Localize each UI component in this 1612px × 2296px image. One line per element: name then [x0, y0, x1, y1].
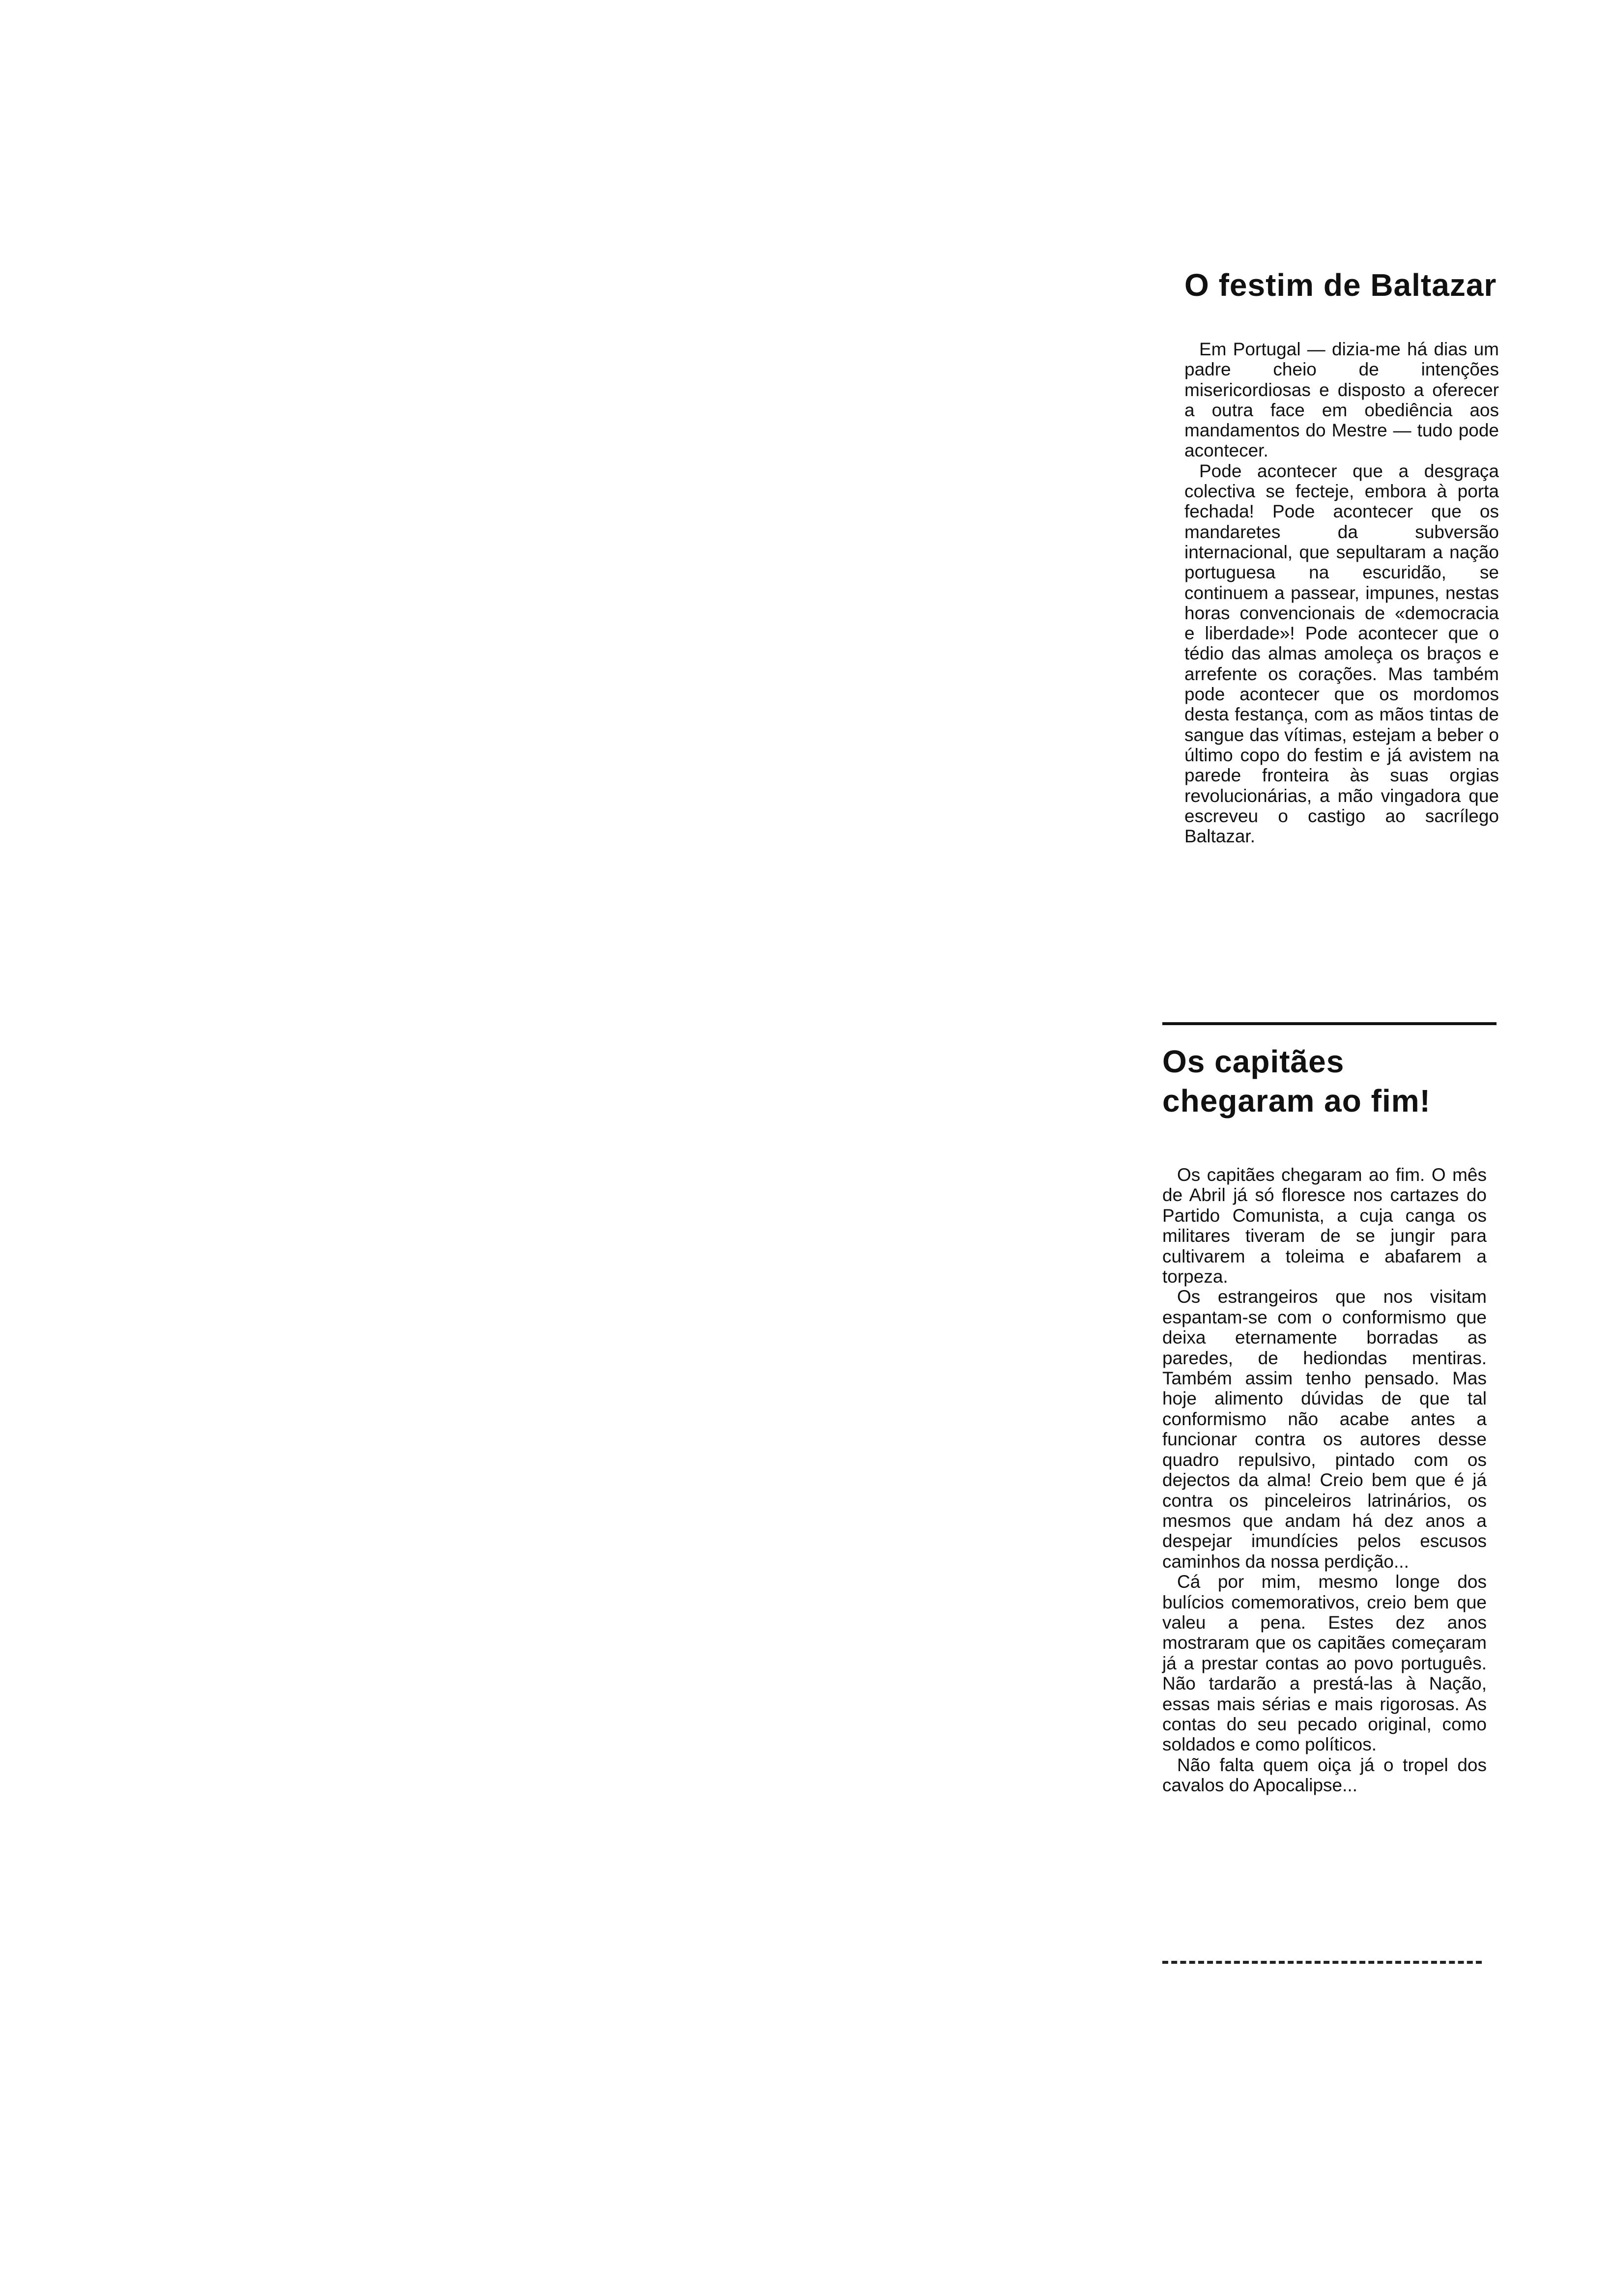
article-festim-de-baltazar — [1184, 265, 1499, 846]
article-title: Os capitães chegaram ao fim! — [1162, 1044, 1431, 1119]
article-capitaes-chegaram-ao-fim — [1162, 1042, 1487, 1796]
paragraph: Não falta quem oiça já o tropel dos cavalos do Apocalipse... — [1162, 1754, 1487, 1796]
paragraph: Os capitães chegaram ao fim. O mês de Abril já só floresce nos cartazes do Partido Comunista, a cuja canga os militares tiveram de se jungir para cultivarem a toleima e abafarem a torpeza. — [1162, 1165, 1487, 1287]
clipping-dashed-edge — [1162, 1961, 1482, 1964]
paragraph: Pode acontecer que a desgraça colectiva se fecteje, embora à porta fechada! Pode acontecer que os mandaretes da subversão internacional, que sepultaram a nação portuguesa na escuridão, se continuem a passear, impunes, nestas horas convencionais de «democracia e liberdade»! Pode acontecer que o tédio das almas amoleça os braços e arrefente os corações. Mas também pode acontecer que os mordomos desta festança, com as mãos tintas de sangue das vítimas, estejam a beber o último copo do festim e já avistem na parede fronteira às suas orgias revolucionárias, a mão vingadora que escreveu o castigo ao sacrílego Baltazar. — [1184, 460, 1499, 847]
paragraph: Os estrangeiros que nos visitam espantam-se com o conformismo que deixa eternamente borradas as paredes, de hediondas mentiras. Também assim tenho pensado. Mas hoje alimento dúvidas de que tal conformismo não acabe antes a funcionar contra os autores desse quadro repulsivo, pintado com os dejectos da alma! Creio bem que é já contra os pinceleiros latrinários, os mesmos que andam há dez anos a despejar imundícies pelos escusos caminhos da nossa perdição... — [1162, 1287, 1487, 1572]
article-body — [1184, 339, 1499, 846]
article-body — [1162, 1165, 1487, 1796]
article-title: O festim de Baltazar — [1184, 267, 1497, 303]
paragraph: Em Portugal — dizia-me há dias um padre cheio de intenções misericordiosas e disposto a oferecer a outra face em obediência aos mandamentos do Mestre — tudo pode acontecer. — [1184, 339, 1499, 461]
newspaper-clipping — [1150, 265, 1499, 1971]
article-separator-rule — [1162, 1022, 1497, 1025]
paragraph: Cá por mim, mesmo longe dos bulícios comemorativos, creio bem que valeu a pena. Estes dez anos mostraram que os capitães começaram já a prestar contas ao povo português. Não tardarão a prestá-las à Nação, essas mais sérias e mais rigorosas. As contas do seu pecado original, como soldados e como políticos. — [1162, 1572, 1487, 1755]
